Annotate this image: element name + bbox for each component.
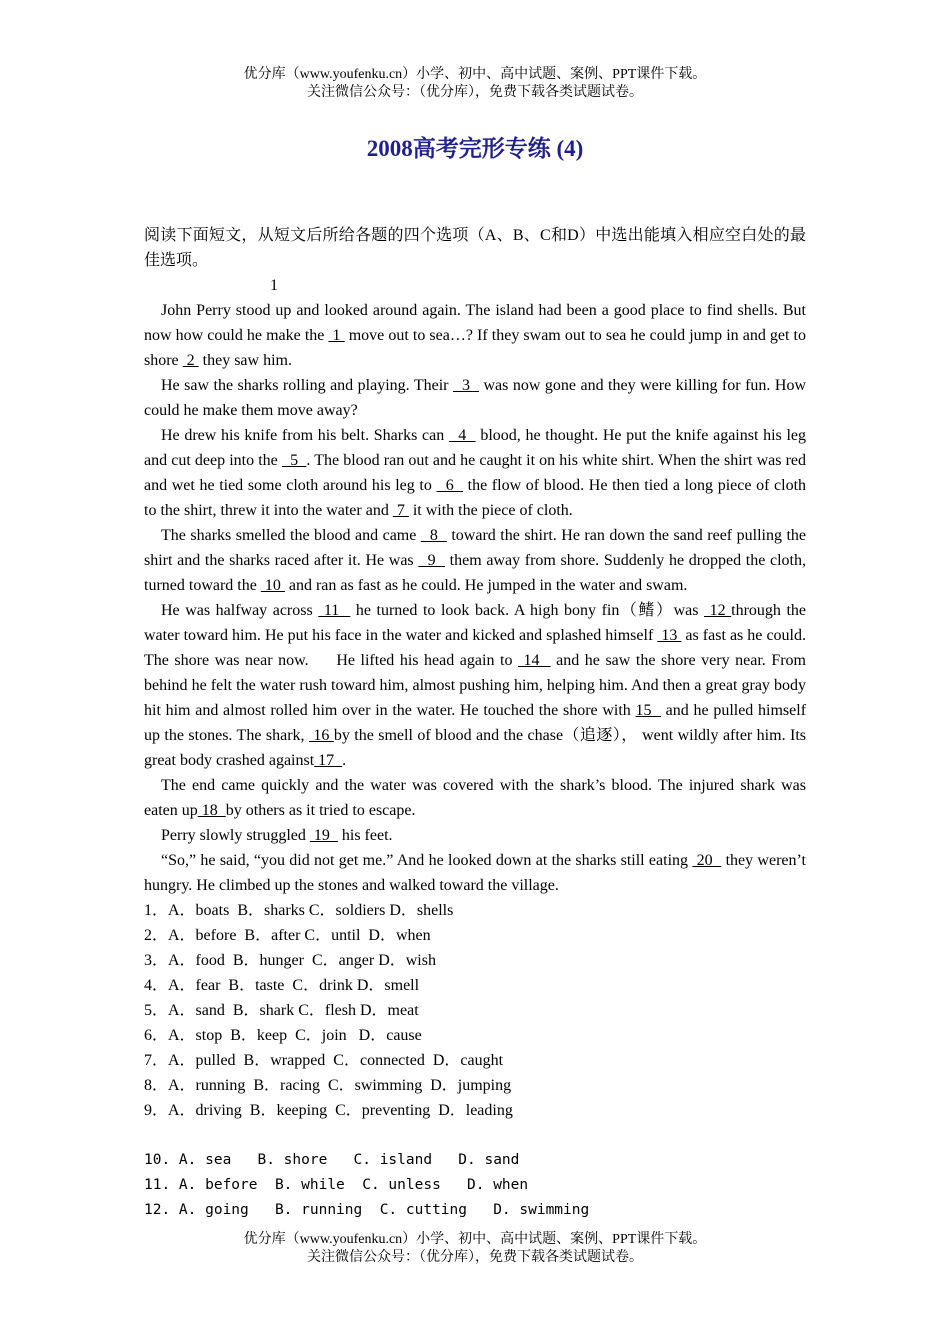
document-body: [144, 223, 810, 1223]
page-header: [0, 66, 950, 102]
passage-paragraph-8: [144, 848, 806, 898]
paragraph-text: through the water toward him. He put his face in the water and kicked and splashed himself: [144, 602, 806, 644]
blank-7: 7: [392, 502, 409, 519]
blank-9: 9: [418, 552, 445, 569]
paragraph-text: and he pulled himself up the stones. The shark,: [144, 702, 807, 744]
passage-paragraph-5: [144, 598, 810, 773]
paragraph-text: move out to sea…? If they swam out to sea he could jump in and get to shore: [144, 327, 806, 369]
paragraph-text: The end came quickly and the water was covered with the shark’s blood. The injured shark was eaten up: [144, 777, 806, 819]
paragraph-text: they saw him.: [198, 352, 292, 369]
paragraph-text: his feet.: [337, 827, 393, 844]
spacer: [144, 1123, 806, 1148]
blank-19: 19: [309, 827, 338, 844]
blank-2: 2: [182, 352, 199, 369]
paragraph-text: blood, he thought. He put the knife against his leg and cut deep into the: [144, 427, 807, 469]
paragraph-text: and ran as fast as he could. He jumped in the water and swam.: [284, 577, 688, 594]
blank-20: 20: [692, 852, 722, 869]
paragraph-text: He drew his knife from his belt. Sharks can: [161, 427, 449, 444]
paragraph-text: them away from shore. Suddenly he dropped the cloth, turned toward the: [144, 552, 807, 594]
blank-16: 16: [308, 727, 334, 744]
passage-number: 1: [270, 277, 278, 294]
instruction: 阅读下面短文，从短文后所给各题的四个选项（A、B、C和D）中选出能填入相应空白处的最佳选项。: [144, 227, 806, 269]
blank-11: 11: [318, 602, 351, 619]
blank-17: 17: [314, 752, 343, 769]
paragraph-text: John Perry stood up and looked around again. The island had been a good place to find shells. But now how could he make the: [144, 302, 806, 344]
option-row: 12. A. going B. running C. cutting D. swimming: [144, 1202, 590, 1218]
paragraph-text: toward the shirt. He ran down the sand reef pulling the shirt and the sharks raced after it. He was: [144, 527, 807, 569]
blank-12: 12: [704, 602, 732, 619]
blank-1: 1: [328, 327, 345, 344]
page-title: 2008高考完形专练 (4): [366, 136, 584, 161]
passage-paragraph-6: [144, 773, 806, 823]
blank-10: 10: [260, 577, 285, 594]
passage-paragraph-4: [144, 523, 806, 598]
header-line-1: 优分库（www.youfenku.cn）小学、初中、高中试题、案例、PPT课件下载。: [243, 67, 707, 82]
option-row: 4．A．fear B．taste C．drink D．smell: [144, 977, 420, 994]
option-row: 5．A．sand B．shark C．flesh D．meat: [144, 1002, 419, 1019]
paragraph-text: they weren’t hungry. He climbed up the stones and walked toward the village.: [144, 852, 806, 894]
blank-3: 3: [453, 377, 479, 394]
paragraph-text: by others as it tried to escape.: [225, 802, 416, 819]
passage-paragraph-2: [144, 373, 806, 423]
paragraph-text: Perry slowly struggled: [161, 827, 310, 844]
paragraph-text: He was halfway across: [161, 602, 319, 619]
paragraph-text: “So,” he said, “you did not get me.” And he looked down at the sharks still eating: [161, 852, 693, 869]
blank-14: 14: [517, 652, 551, 669]
blank-8: 8: [420, 527, 447, 544]
passage-paragraph-3: [144, 423, 806, 523]
passage-paragraph-7: [144, 823, 806, 848]
option-row: 11. A. before B. while C. unless D. when: [144, 1177, 529, 1193]
page-footer: [0, 1231, 950, 1267]
blank-13: 13: [657, 627, 682, 644]
blank-4: 4: [448, 427, 476, 444]
paragraph-text: it with the piece of cloth.: [408, 502, 573, 519]
header-line-2: 关注微信公众号：（优分库），免费下载各类试题试卷。: [307, 85, 643, 100]
blank-18: 18: [197, 802, 226, 819]
paragraph-text: by the smell of blood and the chase（追逐）， went wildly after him. Its great body crashed against: [144, 727, 807, 769]
footer-line-1: 优分库（www.youfenku.cn）小学、初中、高中试题、案例、PPT课件下载。: [243, 1232, 707, 1247]
passage-paragraph-1: [144, 298, 806, 373]
paragraph-text: . The blood ran out and he caught it on his white shirt. When the shirt was red and wet he tied some cloth around his leg to: [144, 452, 807, 494]
option-row: 7．A．pulled B．wrapped C．connected D．caught: [144, 1052, 504, 1069]
paragraph-text: and he saw the shore very near. From behind he felt the water rush toward him, almost pushing him, helping him. And then a great gray body hit him and almost rolled him over in the water. He touched the shore with: [144, 652, 807, 719]
blank-15: 15: [635, 702, 661, 719]
paragraph-text: The sharks smelled the blood and came: [161, 527, 421, 544]
option-row: 1．A．boats B．sharks C．soldiers D．shells: [144, 902, 454, 919]
paragraph-text: the flow of blood. He then tied a long piece of cloth to the shirt, threw it into the water and: [144, 477, 807, 519]
option-row: 9．A．driving B．keeping C．preventing D．leading: [144, 1102, 513, 1119]
paragraph-text: he turned to look back. A high bony fin（鳍）was: [350, 602, 705, 619]
blank-6: 6: [436, 477, 463, 494]
footer-line-2: 关注微信公众号：（优分库），免费下载各类试题试卷。: [307, 1250, 643, 1265]
option-row: 6．A．stop B．keep C．join D．cause: [144, 1027, 422, 1044]
paragraph-text: was now gone and they were killing for fun. How could he make them move away?: [144, 377, 807, 419]
option-row: 8．A．running B．racing C．swimming D．jumping: [144, 1077, 512, 1094]
blank-5: 5: [281, 452, 307, 469]
paragraph-text: .: [342, 752, 347, 769]
paragraph-text: He saw the sharks rolling and playing. Their: [161, 377, 453, 394]
paragraph-text: as fast as he could. The shore was near now. He lifted his head again to: [144, 627, 810, 669]
option-row: 3．A．food B．hunger C．anger D．wish: [144, 952, 436, 969]
option-row: 2．A．before B．after C．until D．when: [144, 927, 431, 944]
option-row: 10. A. sea B. shore C. island D. sand: [144, 1152, 520, 1168]
